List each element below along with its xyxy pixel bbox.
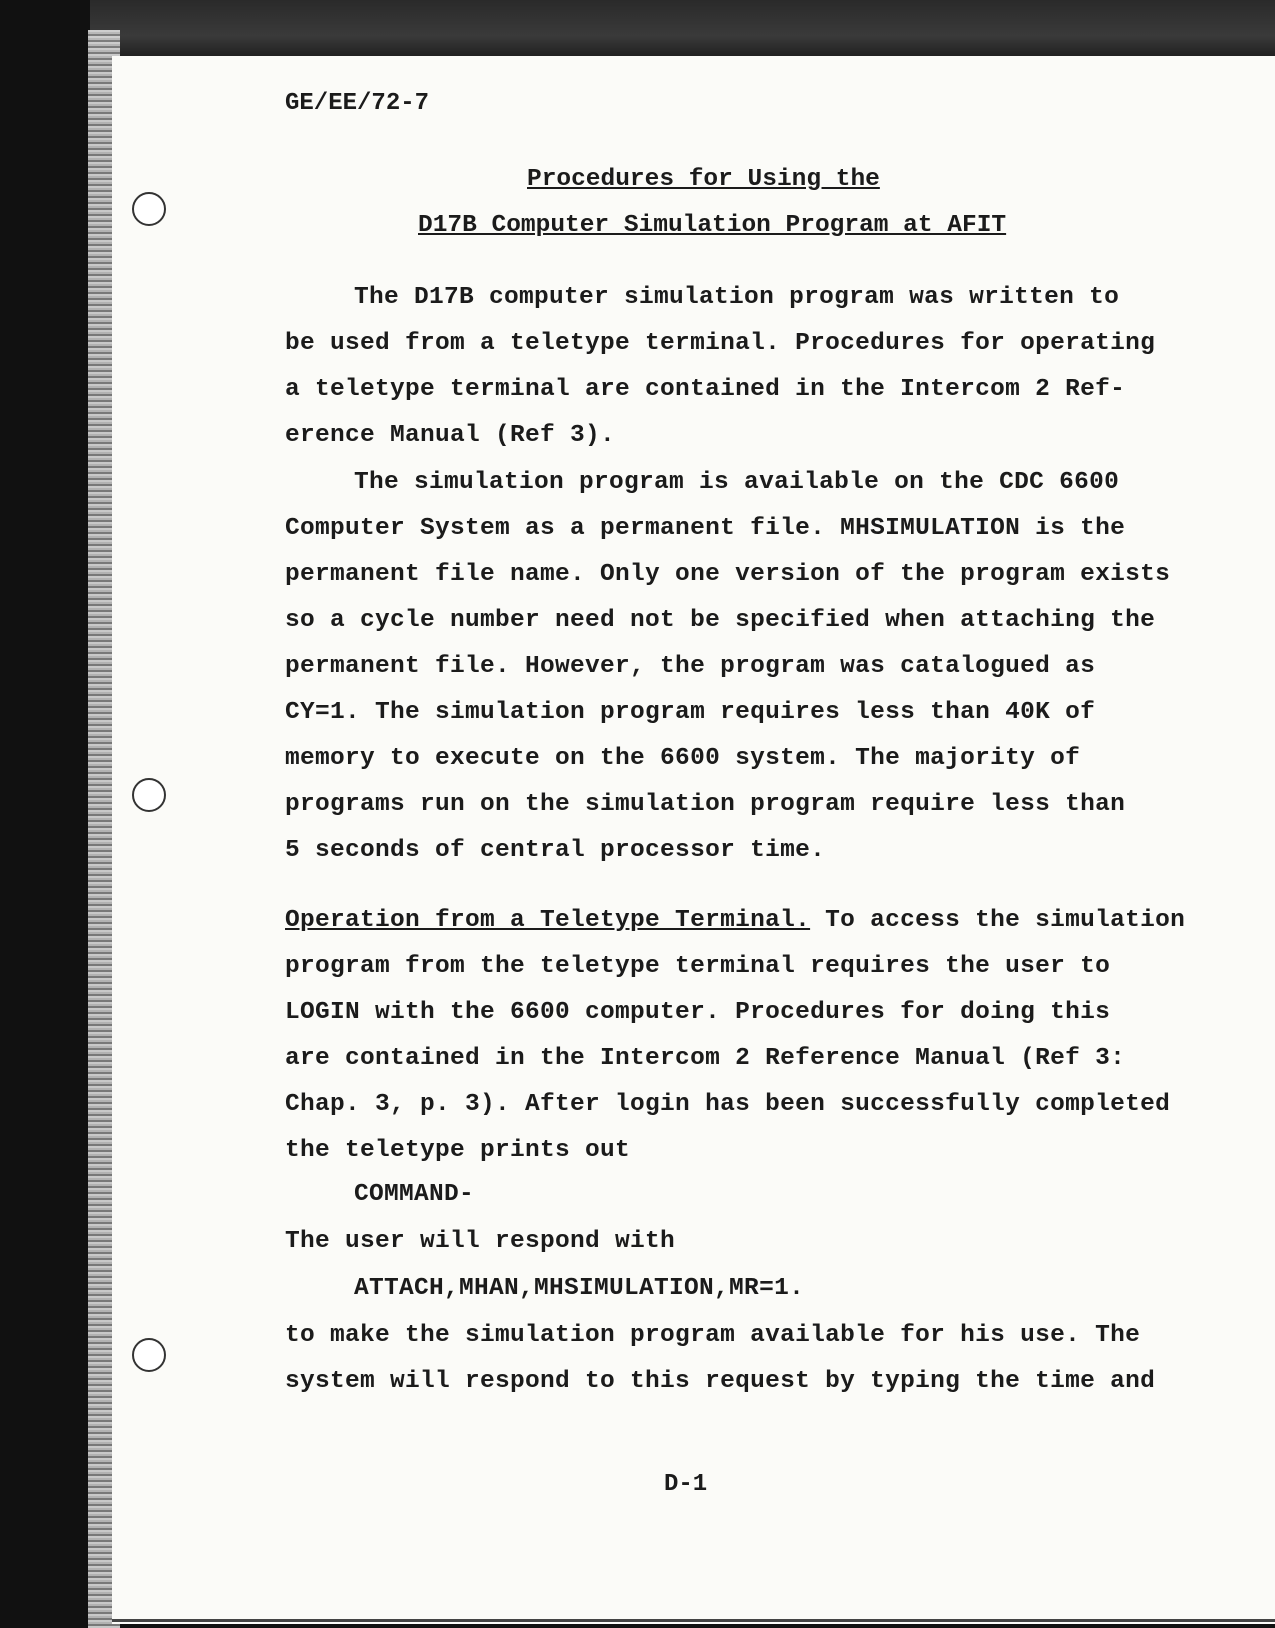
paragraph-2-line: The simulation program is available on the CDC 6600	[354, 469, 1120, 496]
command-prompt: COMMAND-	[354, 1181, 475, 1208]
paragraph-3-line: program from the teletype terminal requires the user to	[285, 953, 1111, 980]
document-page	[112, 56, 1275, 1624]
paragraph-2-line: Computer System as a permanent file. MHSIMULATION is the	[285, 515, 1126, 542]
page-title-line-1: Procedures for Using the	[527, 166, 880, 193]
punch-hole	[132, 778, 166, 812]
paragraph-1-line: a teletype terminal are contained in the Intercom 2 Ref-	[285, 376, 1126, 403]
paragraph-3-line: are contained in the Intercom 2 Reference Manual (Ref 3:	[285, 1045, 1126, 1072]
paragraph-4-line: system will respond to this request by typing the time and	[285, 1368, 1156, 1395]
paragraph-3-line: Chap. 3, p. 3). After login has been successfully completed	[285, 1091, 1171, 1118]
paragraph-2-line: permanent file name. Only one version of the program exists	[285, 561, 1171, 588]
document-id: GE/EE/72-7	[285, 90, 430, 117]
paragraph-2-line: permanent file. However, the program was catalogued as	[285, 653, 1096, 680]
paragraph-3-line: To access the simulation	[810, 907, 1186, 934]
section-heading-line	[285, 907, 1185, 934]
punch-hole	[132, 1338, 166, 1372]
paragraph-1-line: erence Manual (Ref 3).	[285, 422, 616, 449]
paragraph-2-line: memory to execute on the 6600 system. The majority of	[285, 745, 1081, 772]
paragraph-3-line: the teletype prints out	[285, 1137, 631, 1164]
punch-hole	[132, 192, 166, 226]
section-heading: Operation from a Teletype Terminal.	[285, 907, 811, 934]
bottom-edge	[112, 1619, 1275, 1622]
user-respond-line: The user will respond with	[285, 1228, 676, 1255]
paragraph-3-line: LOGIN with the 6600 computer. Procedures for doing this	[285, 999, 1111, 1026]
paragraph-2-line: so a cycle number need not be specified when attaching the	[285, 607, 1156, 634]
scan-top-edge	[90, 0, 1275, 60]
paragraph-1-line: The D17B computer simulation program was written to	[354, 284, 1120, 311]
page-title-line-2: D17B Computer Simulation Program at AFIT	[418, 212, 1007, 239]
paragraph-2-line: CY=1. The simulation program requires less than 40K of	[285, 699, 1096, 726]
page-number: D-1	[664, 1471, 708, 1498]
attach-command: ATTACH,MHAN,MHSIMULATION,MR=1.	[354, 1275, 805, 1302]
paragraph-2-line: programs run on the simulation program require less than	[285, 791, 1126, 818]
paragraph-1-line: be used from a teletype terminal. Procedures for operating	[285, 330, 1156, 357]
paragraph-4-line: to make the simulation program available for his use. The	[285, 1322, 1141, 1349]
paragraph-2-line: 5 seconds of central processor time.	[285, 837, 826, 864]
